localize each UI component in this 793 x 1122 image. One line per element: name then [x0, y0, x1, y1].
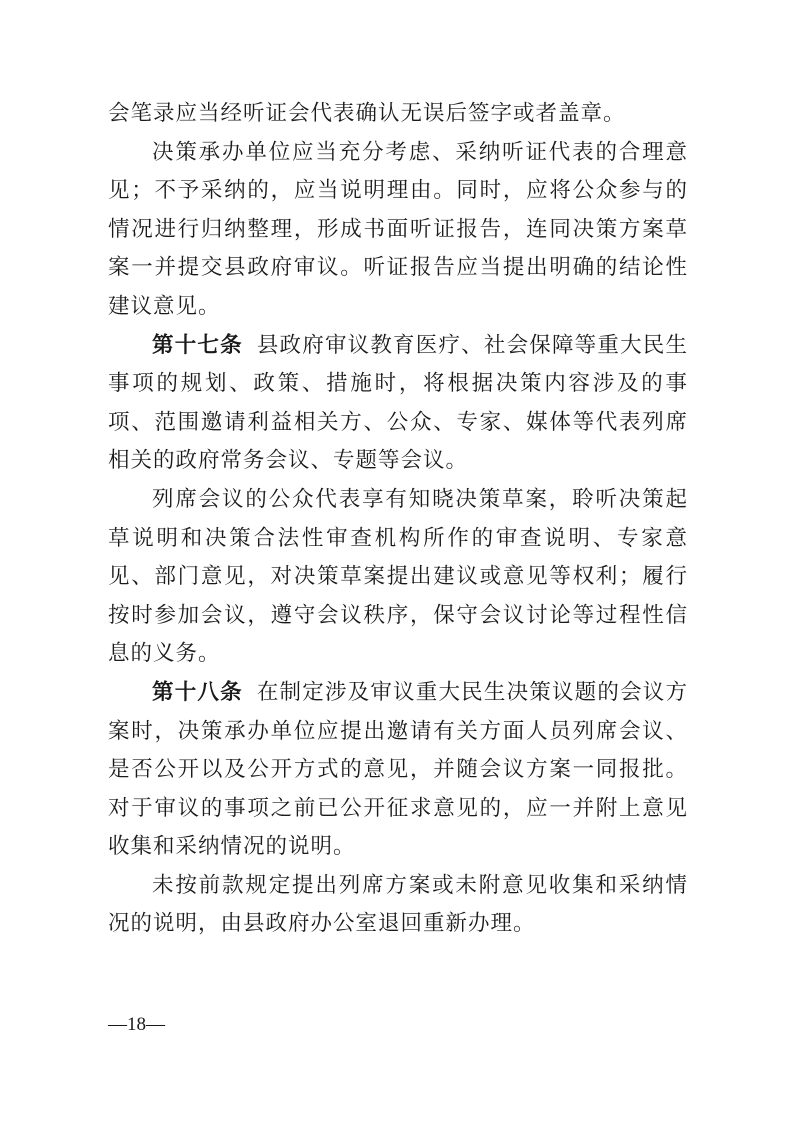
paragraph-2 [108, 134, 688, 327]
paragraph-2-text: 决策承办单位应当充分考虑、采纳听证代表的合理意见；不予采纳的，应当说明理由。同时，应将公众参与的情况进行归纳整理，形成书面听证报告，连同决策方案草案一并提交县政府审议。听证报告应当提出明确的结论性建议意见。 [108, 139, 688, 319]
paragraph-1-text: 会笔录应当经听证会代表确认无误后签字或者盖章。 [108, 101, 626, 126]
article-18 [108, 674, 688, 867]
document-body [108, 95, 688, 944]
article-17-number: 第十七条 [152, 332, 243, 358]
article-18-text: 在制定涉及审议重大民生决策议题的会议方案时，决策承办单位应提出邀请有关方面人员列席会议、是否公开以及公开方式的意见，并随会议方案一同报批。对于审议的事项之前已公开征求意见的，应一并附上意见收集和采纳情况的说明。 [108, 679, 688, 860]
paragraph-4-text: 列席会议的公众代表享有知晓决策草案，聆听决策起草说明和决策合法性审查机构所作的审查说明、专家意见、部门意见，对决策草案提出建议或意见等权利；履行按时参加会议，遵守会议秩序，保守会议讨论等过程性信息的义务。 [108, 486, 688, 667]
paragraph-4 [108, 481, 688, 674]
article-17 [108, 327, 688, 481]
article-18-number: 第十八条 [152, 679, 243, 705]
page-number: —18— [108, 1014, 165, 1035]
paragraph-6-text: 未按前款规定提出列席方案或未附意见收集和采纳情况的说明，由县政府办公室退回重新办理。 [108, 872, 688, 937]
article-17-text: 县政府审议教育医疗、社会保障等重大民生事项的规划、政策、措施时，将根据决策内容涉及的事项、范围邀请利益相关方、公众、专家、媒体等代表列席相关的政府常务会议、专题等会议。 [108, 332, 688, 474]
paragraph-1 [108, 95, 688, 134]
paragraph-6 [108, 867, 688, 944]
